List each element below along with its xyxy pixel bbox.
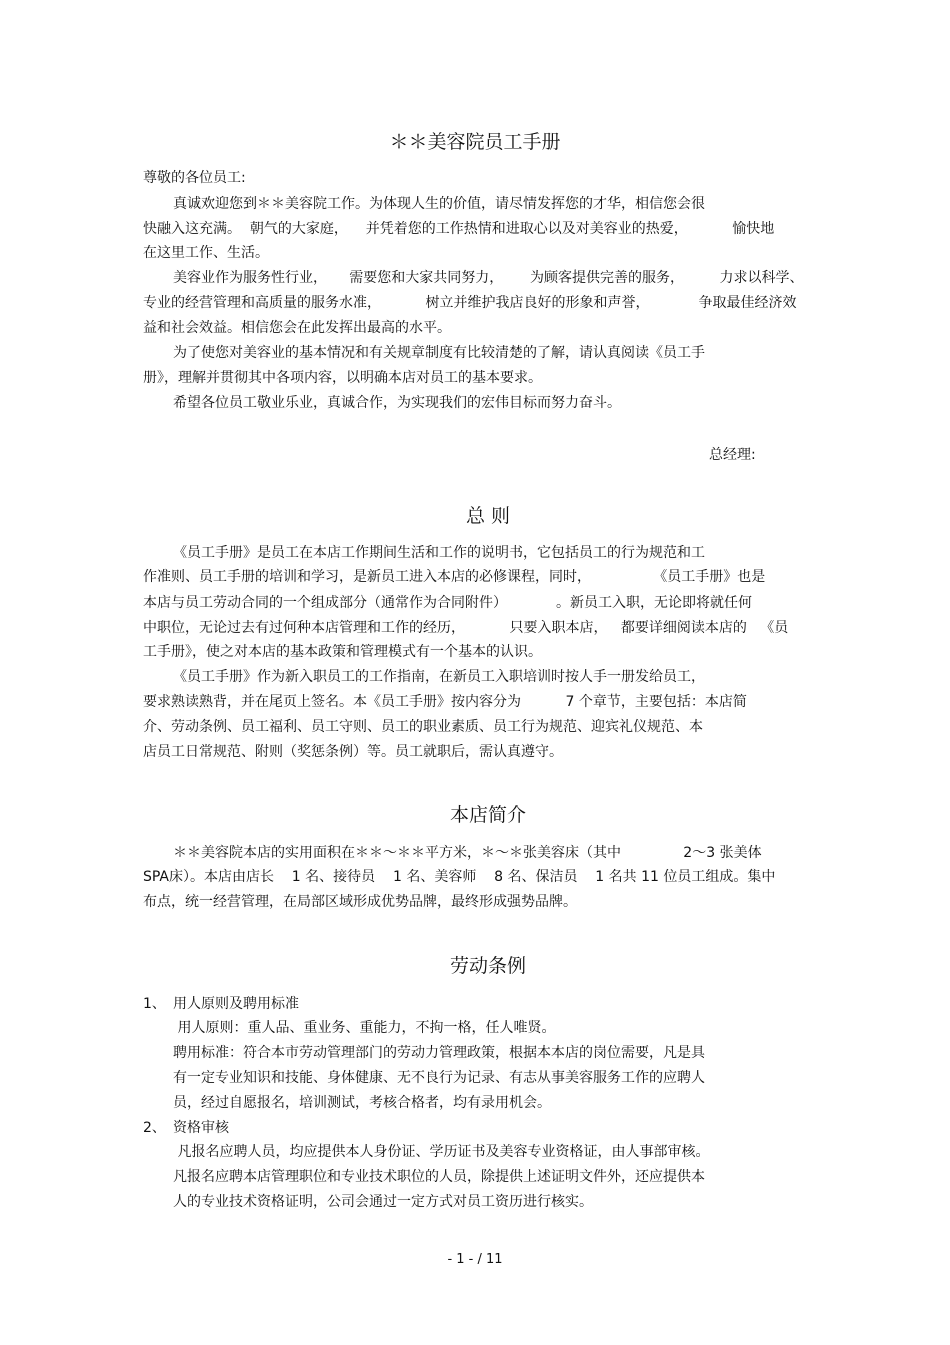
store-intro-line: 布点，统一经营管理，在局部区域形成优势品牌，最终形成强势品牌。: [143, 894, 577, 910]
intro-line: 希望各位员工敬业乐业，真诚合作，为实现我们的宏伟目标而努力奋斗。: [173, 395, 621, 411]
page-number: - 1 - / 11: [447, 1252, 503, 1267]
section-heading-store-intro: 本店简介: [449, 804, 526, 826]
store-intro-line: SPA床）。本店由店长 1 名、接待员 1 名、美容师 8 名、保洁员 1 名共 11 位员工组成。集中: [143, 869, 776, 885]
intro-line: 专业的经营管理和高质量的服务水准， 树立并维护我店良好的形象和声誉， 争取最佳经济效: [143, 295, 797, 311]
labor-item-line: 聘用标准：符合本市劳动管理部门的劳动力管理政策，根据本本店的岗位需要，凡是具: [173, 1045, 705, 1061]
labor-item-number: 1、: [143, 996, 166, 1012]
labor-item-title: 资格审核: [173, 1120, 229, 1136]
labor-item-line: 用人原则：重人品、重业务、重能力，不拘一格，任人唯贤。: [173, 1020, 556, 1036]
intro-line: 册》，理解并贯彻其中各项内容，以明确本店对员工的基本要求。: [143, 370, 542, 386]
general-line: 《员工手册》是员工在本店工作期间生活和工作的说明书，它包括员工的行为规范和工: [173, 545, 705, 561]
labor-item-line: 凡报名应聘本店管理职位和专业技术职位的人员，除提供上述证明文件外，还应提供本: [173, 1169, 705, 1185]
general-line: 介、劳动条例、员工福利、员工守则、员工的职业素质、员工行为规范、迎宾礼仪规范、本: [143, 719, 703, 735]
intro-line: 益和社会效益。相信您会在此发挥出最高的水平。: [143, 320, 451, 336]
intro-line: 在这里工作、生活。: [143, 245, 269, 261]
section-heading-general: 总 则: [465, 505, 511, 527]
labor-item-line: 有一定专业知识和技能、身体健康、无不良行为记录、有志从事美容服务工作的应聘人: [173, 1070, 705, 1086]
general-line: 作准则、员工手册的培训和学习，是新员工进入本店的必修课程，同时， 《员工手册》也是: [143, 569, 766, 585]
general-line: 店员工日常规范、附则（奖惩条例）等。员工就职后，需认真遵守。: [143, 744, 563, 760]
general-line: 中职位，无论过去有过何种本店管理和工作的经历， 只要入职本店， 都要详细阅读本店的 《员: [143, 620, 789, 636]
general-line: 要求熟读熟背，并在尾页上签名。本《员工手册》按内容分为 7 个章节，主要包括：本店简: [143, 694, 747, 710]
store-intro-line: ＊＊美容院本店的实用面积在＊＊～＊＊平方米，＊～＊张美容床（其中 2～3 张美体: [173, 845, 762, 861]
section-heading-labor: 劳动条例: [449, 955, 526, 977]
labor-item-line: 员，经过自愿报名，培训测试，考核合格者，均有录用机会。: [173, 1095, 551, 1111]
signature-label: 总经理:: [709, 447, 756, 463]
labor-item-title: 用人原则及聘用标准: [173, 996, 299, 1012]
intro-line: 真诚欢迎您到＊＊美容院工作。为体现人生的价值，请尽情发挥您的才华，相信您会很: [173, 196, 705, 212]
intro-line: 快融入这充满。 朝气的大家庭， 并凭着您的工作热情和进取心以及对美容业的热爱， 愉快地: [143, 221, 775, 237]
intro-line: 为了使您对美容业的基本情况和有关规章制度有比较清楚的了解，请认真阅读《员工手: [173, 345, 705, 361]
document-title: ＊＊美容院员工手册: [389, 131, 561, 153]
general-line: 本店与员工劳动合同的一个组成部分（通常作为合同附件） 。新员工入职，无论即将就任何: [143, 595, 752, 611]
salutation: 尊敬的各位员工:: [143, 170, 246, 186]
general-line: 《员工手册》作为新入职员工的工作指南，在新员工入职培训时按人手一册发给员工，: [173, 669, 705, 685]
intro-line: 美容业作为服务性行业， 需要您和大家共同努力， 为顾客提供完善的服务， 力求以科学、: [173, 270, 804, 286]
labor-item-number: 2、: [143, 1120, 166, 1136]
labor-item-line: 人的专业技术资格证明，公司会通过一定方式对员工资历进行核实。: [173, 1194, 593, 1210]
general-line: 工手册》，使之对本店的基本政策和管理模式有一个基本的认识。: [143, 644, 542, 660]
labor-item-line: 凡报名应聘人员，均应提供本人身份证、学历证书及美容专业资格证，由人事部审核。: [173, 1144, 710, 1160]
